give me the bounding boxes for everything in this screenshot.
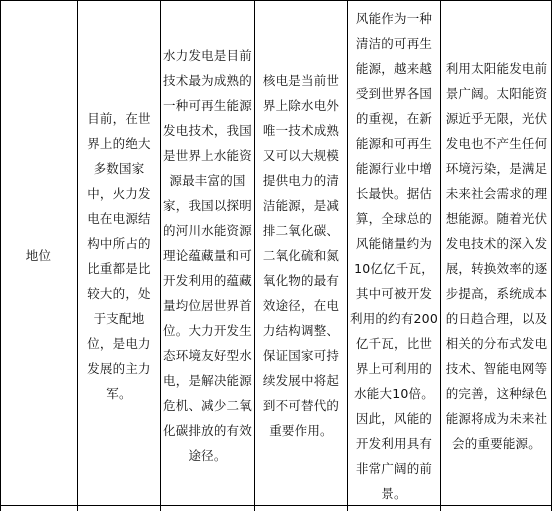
cell-text-hydro: 水力发电是目前技术最为成熟的一种可再生能源发电技术，我国是世界上水能资源最丰富的国家，我国以探明的河川水能资源理论蕴藏量和可开发利用的蕴藏量均位居世界首位。大力开发生态环境友好型水电，是解决能源危机、减少二氧化碳排放的有效途径。 <box>163 48 252 463</box>
row-label: 地位 <box>25 248 52 263</box>
cell-text-solar: 利用太阳能发电前景广阔。太阳能资源近乎无限，光伏发电也不产生任何环境污染，是满足未来社会需求的理想能源。随着光伏发电技术的深入发展，转换效率的逐步提高，系统成本的日趋合理，以及相关的分布式发电技术、智能电网等的完善，这种绿色能源将成为未来社会的重要能源。 <box>445 60 548 451</box>
table-cell-wind <box>348 0 440 511</box>
cell-text-wind: 风能作为一种清洁的可再生能源，越来越受到世界各国的重视，在新能源和可再生能源行业中增长最快。据估算，全球总的风能储量约为10亿亿千瓦，其中可被开发利用的约有200亿千瓦，比世界上可利用的水能大10倍。因此，风能的开发利用具有非常广阔的前景。 <box>350 10 438 501</box>
table-cell-nuclear <box>255 0 347 511</box>
row-label-cell <box>0 0 77 511</box>
cell-text-thermal: 目前，在世界上的绝大多数国家中，火力发电在电源结构中所占的比重都是比较大的，处于支配地位，是电力发展的主力军。 <box>87 110 151 401</box>
cell-text-nuclear: 核电是当前世界上除水电外唯一技术成熟又可以大规模提供电力的清洁能源，是减排二氧化碳、二氧化硫和氮氧化物的最有效途径，在电力结构调整、保证国家可持续发展中将起到不可替代的重要作用。 <box>262 73 340 438</box>
table-cell-hydro <box>161 0 254 511</box>
table-cell-solar <box>441 0 552 511</box>
table-cell-thermal <box>78 0 160 511</box>
